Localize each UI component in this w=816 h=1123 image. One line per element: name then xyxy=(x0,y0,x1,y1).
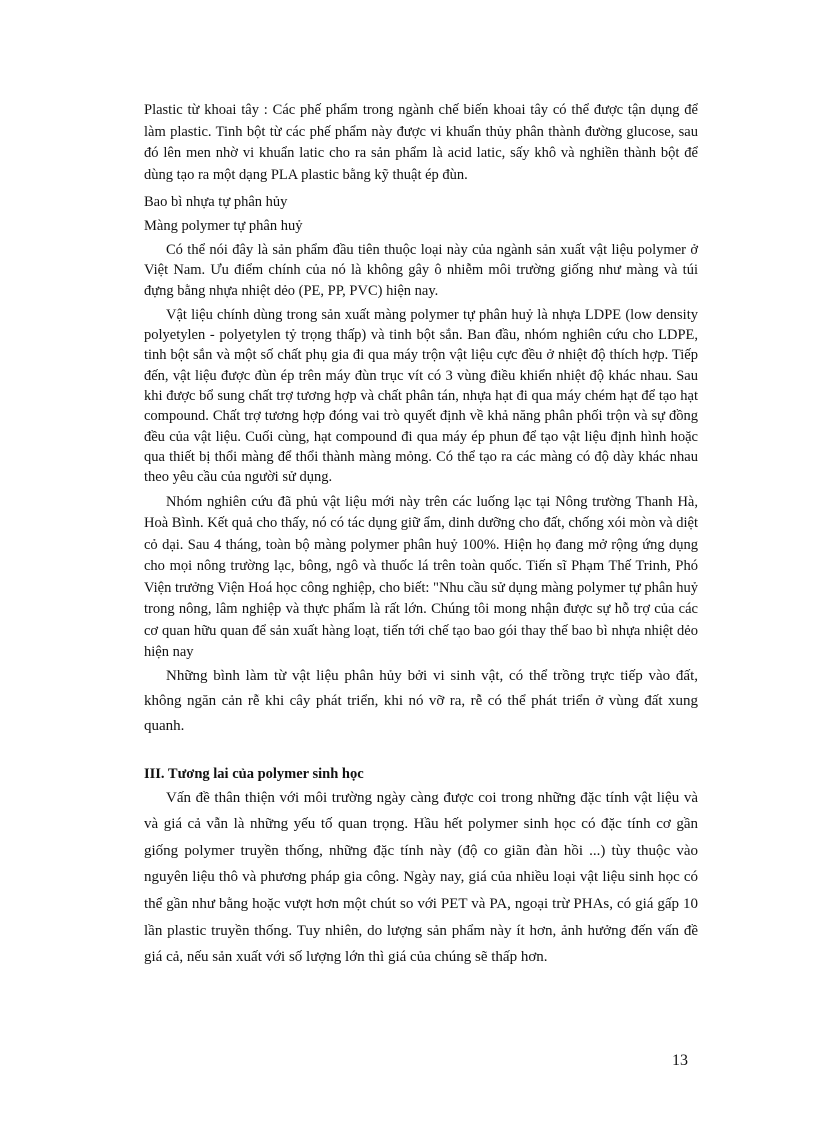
paragraph-plastic-khoai-tay: Plastic từ khoai tây : Các phế phẩm trong ngành chế biến khoai tây có thể được tận dụng để làm plastic. Tinh bột từ các phế phẩm này được vi khuẩn thủy phân thành đường glucose, sau đó lên men nhờ vi khuẩn latic cho ra sản phẩm là acid latic, sấy khô và nghiền thành bột để dùng tạo ra một dạng PLA plastic bằng kỹ thuật ép đùn. xyxy=(144,102,698,183)
paragraph-van-de: Vấn đề thân thiện với môi trường ngày càng được coi trong những đặc tính vật liệu và và giá cả vẫn là những yếu tố quan trọng. Hầu hết polymer sinh học có đặc tính cơ gần giống polymer truyền thống, những đặc tính này (độ co giãn đàn hồi ...) tùy thuộc vào nguyên liệu thô và phương pháp gia công. Ngày nay, giá của nhiều loại vật liệu sinh học có thể gần như bằng hoặc vượt hơn một chút so với PET và PA, ngoại trừ PHAs, có giá gấp 10 lần plastic truyền thống. Tuy nhiên, do lượng sản phẩm này ít hơn, ảnh hưởng đến vấn đề giá cả, nếu sản xuất với số lượng lớn thì giá của chúng sẽ thấp hơn. xyxy=(144,789,698,966)
paragraph-nhom-nghien-cuu: Nhóm nghiên cứu đã phủ vật liệu mới này trên các luống lạc tại Nông trường Thanh Hà, Hoà Bình. Kết quả cho thấy, nó có tác dụng giữ ẩm, dinh dưỡng cho đất, chống xói mòn và diệt cỏ dại. Sau 4 tháng, toàn bộ màng polymer phân huỷ 100%. Hiện họ đang mở rộng ứng dụng cho mọi nông trường lạc, bông, ngô và thuốc lá trên toàn quốc. Tiến sĩ Phạm Thế Trinh, Phó Viện trưởng Viện Hoá học công nghiệp, cho biết: "Nhu cầu sử dụng màng polymer tự phân huỷ trong nông, lâm nghiệp và thực phẩm là rất lớn. Chúng tôi mong nhận được sự hỗ trợ của các cơ quan hữu quan để sản xuất hàng loạt, tiến tới chế tạo bao gói thay thế bao bì nhựa nhiệt dẻo hiện nay xyxy=(144,493,699,661)
paragraph-nhung-binh: Những bình làm từ vật liệu phân hủy bởi vi sinh vật, có thể trồng trực tiếp vào đất, không ngăn cản rễ khi cây phát triển, khi nó vỡ ra, rễ có thể phát triển ở vùng đất xung quanh. xyxy=(144,667,698,734)
paragraph-vat-lieu-chinh: Vật liệu chính dùng trong sản xuất màng polymer tự phân huỷ là nhựa LDPE (low density polyetylen - polyetylen tỷ trọng thấp) và tinh bột sắn. Ban đầu, nhóm nghiên cứu cho LDPE, tinh bột sắn và một số chất phụ gia đi qua máy trộn vật liệu cực đều ở nhiệt độ thích hợp. Tiếp đến, vật liệu được đùn ép trên máy đùn trục vít có 3 vùng điều khiển nhiệt độ khác nhau. Sau khi được bổ sung chất trợ tương hợp và chất phân tán, nhựa hạt đi qua máy chém hạt để tạo hạt compound. Chất trợ tương hợp đóng vai trò quyết định về khả năng phân phối trộn và sự đồng đều của vật liệu. Cuối cùng, hạt compound đi qua máy ép phun để tạo vật liệu định hình hoặc qua thiết bị thổi màng để thổi thành màng mỏng. Có thể tạo ra các màng có độ dày khác nhau theo yêu cầu của người sử dụng. xyxy=(144,306,698,486)
page-content xyxy=(144,100,698,971)
page-number: 13 xyxy=(672,1052,688,1069)
subheading-bao-bi: Bao bì nhựa tự phân hủy xyxy=(144,194,288,210)
subheading-mang-polymer: Màng polymer tự phân huỷ xyxy=(144,217,303,234)
paragraph-co-the-noi: Có thể nói đây là sản phẩm đầu tiên thuộc loại này của ngành sản xuất vật liệu polymer ở Việt Nam. Ưu điểm chính của nó là không gây ô nhiễm môi trường giống như màng và túi đựng bằng nhựa nhiệt dẻo (PE, PP, PVC) hiện nay. xyxy=(144,242,698,299)
section-heading: III. Tương lai của polymer sinh học xyxy=(144,765,364,782)
